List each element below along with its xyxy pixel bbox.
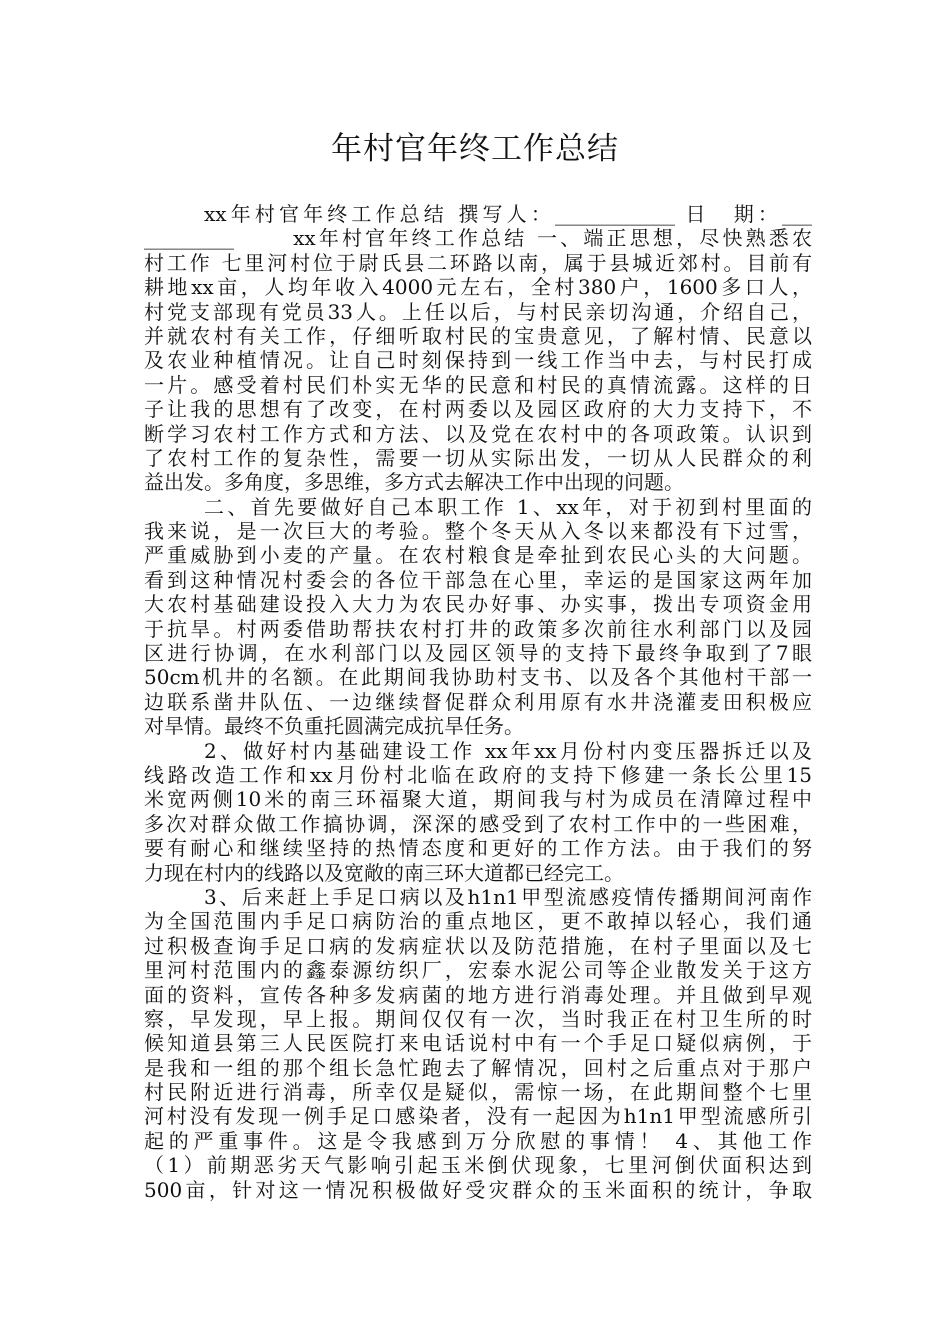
body-line: 区进行协调，在水利部门以及园区领导的支持下最终争取到了7眼 [144, 641, 812, 666]
body-line: 我来说，是一次巨大的考验。整个冬天从入冬以来都没有下过雪， [144, 519, 812, 544]
document-body [144, 202, 812, 1202]
body-line: （1）前期恶劣天气影响引起玉米倒伏现象，七里河倒伏面积达到 [144, 1153, 812, 1178]
body-line: 是我和一组的那个组长急忙跑去了解情况，回村之后重点对于那户 [144, 1055, 812, 1080]
body-line: 500亩，针对这一情况积极做好受灾群众的玉米面积的统计，争取 [144, 1177, 812, 1202]
body-line: 米宽两侧10米的南三环福聚大道，期间我与村为成员在清障过程中 [144, 787, 812, 812]
body-line: 为全国范围内手足口病防治的重点地区，更不敢掉以轻心，我们通 [144, 909, 812, 934]
body-line: 耕地xx亩，人均年收入4000元左右，全村380户，1600多口人， [144, 275, 812, 300]
body-line: 2、做好村内基础建设工作 xx年xx月份村内变压器拆迁以及 [204, 738, 812, 763]
body-line: 了农村工作的复杂性，需要一切从实际出发，一切从人民群众的利 [144, 445, 812, 470]
body-line: 候知道县第三人民医院打来电话说村中有一个手足口疑似病例，于 [144, 1031, 812, 1056]
body-line: 村工作 七里河村位于尉氏县二环路以南，属于县城近郊村。目前有 [144, 250, 812, 275]
body-line: 要有耐心和继续坚持的热情态度和更好的工作方法。由于我们的努 [144, 836, 812, 861]
body-line: 察，早发现，早上报。期间仅仅有一次，当时我正在村卫生所的时 [144, 1006, 812, 1031]
body-line: 断学习农村工作方式和方法、以及党在农村中的各项政策。认识到 [144, 421, 812, 446]
body-line: 大农村基础建设投入大力为农民办好事、办实事，拨出专项资金用 [144, 592, 812, 617]
body-line: 起的严重事件。这是令我感到万分欣慰的事情！ 4、其他工作 [144, 1128, 812, 1153]
body-line: 河村没有发现一例手足口感染者，没有一起因为h1n1甲型流感所引 [144, 1104, 812, 1129]
body-line: 里河村范围内的鑫泰源纺织厂，宏泰水泥公司等企业散发关于这方 [144, 958, 812, 983]
body-line: 多次对群众做工作搞协调，深深的感受到了农村工作中的一些困难， [144, 811, 812, 836]
body-line: 对旱情。最终不负重托圆满完成抗旱任务。 [144, 714, 524, 739]
body-line: 村党支部现有党员33人。上任以后，与村民亲切沟通，介绍自己， [144, 299, 812, 324]
body-line: 一片。感受着村民们朴实无华的民意和村民的真情流露。这样的日 [144, 372, 812, 397]
body-line: 于抗旱。村两委借助帮扶农村打井的政策多次前往水利部门以及园 [144, 616, 812, 641]
body-line: 线路改造工作和xx月份村北临在政府的支持下修建一条长公里15 [144, 762, 812, 787]
body-line: 3、后来赶上手足口病以及h1n1甲型流感疫情传播期间河南作 [204, 884, 812, 909]
body-line: 边联系凿井队伍、一边继续督促群众利用原有水井浇灌麦田积极应 [144, 689, 812, 714]
body-line: 并就农村有关工作，仔细听取村民的宝贵意见，了解村情、民意以 [144, 323, 812, 348]
body-line: 子让我的思想有了改变，在村两委以及园区政府的大力支持下，不 [144, 397, 812, 422]
body-line: 面的资料，宣传各种多发病菌的地方进行消毒处理。并且做到早观 [144, 982, 812, 1007]
body-line: xx年村官年终工作总结 撰写人：____________ 日 期：___ [204, 202, 812, 226]
document-title: 年村官年终工作总结 [331, 131, 619, 167]
body-line: 过积极查询手足口病的发病症状以及防范措施，在村子里面以及七 [144, 933, 812, 958]
body-line: 力现在村内的线路以及宽敞的南三环大道都已经完工。 [144, 860, 624, 885]
body-line: 50cm机井的名额。在此期间我协助村支书、以及各个其他村干部一 [144, 665, 812, 690]
body-line: 严重威胁到小麦的产量。在农村粮食是牵扯到农民心头的大问题。 [144, 543, 812, 568]
body-line: 二、首先要做好自己本职工作 1、xx年，对于初到村里面的 [204, 494, 812, 519]
body-line: 看到这种情况村委会的各位干部急在心里，幸运的是国家这两年加 [144, 567, 812, 592]
body-line: 及农业种植情况。让自己时刻保持到一线工作当中去，与村民打成 [144, 348, 812, 373]
body-line: 村民附近进行消毒，所幸仅是疑似，需惊一场，在此期间整个七里 [144, 1080, 812, 1105]
body-line: 益出发。多角度，多思维，多方式去解决工作中出现的问题。 [144, 470, 684, 495]
body-line: _________ xx年村官年终工作总结 一、端正思想，尽快熟悉农 [144, 226, 812, 251]
